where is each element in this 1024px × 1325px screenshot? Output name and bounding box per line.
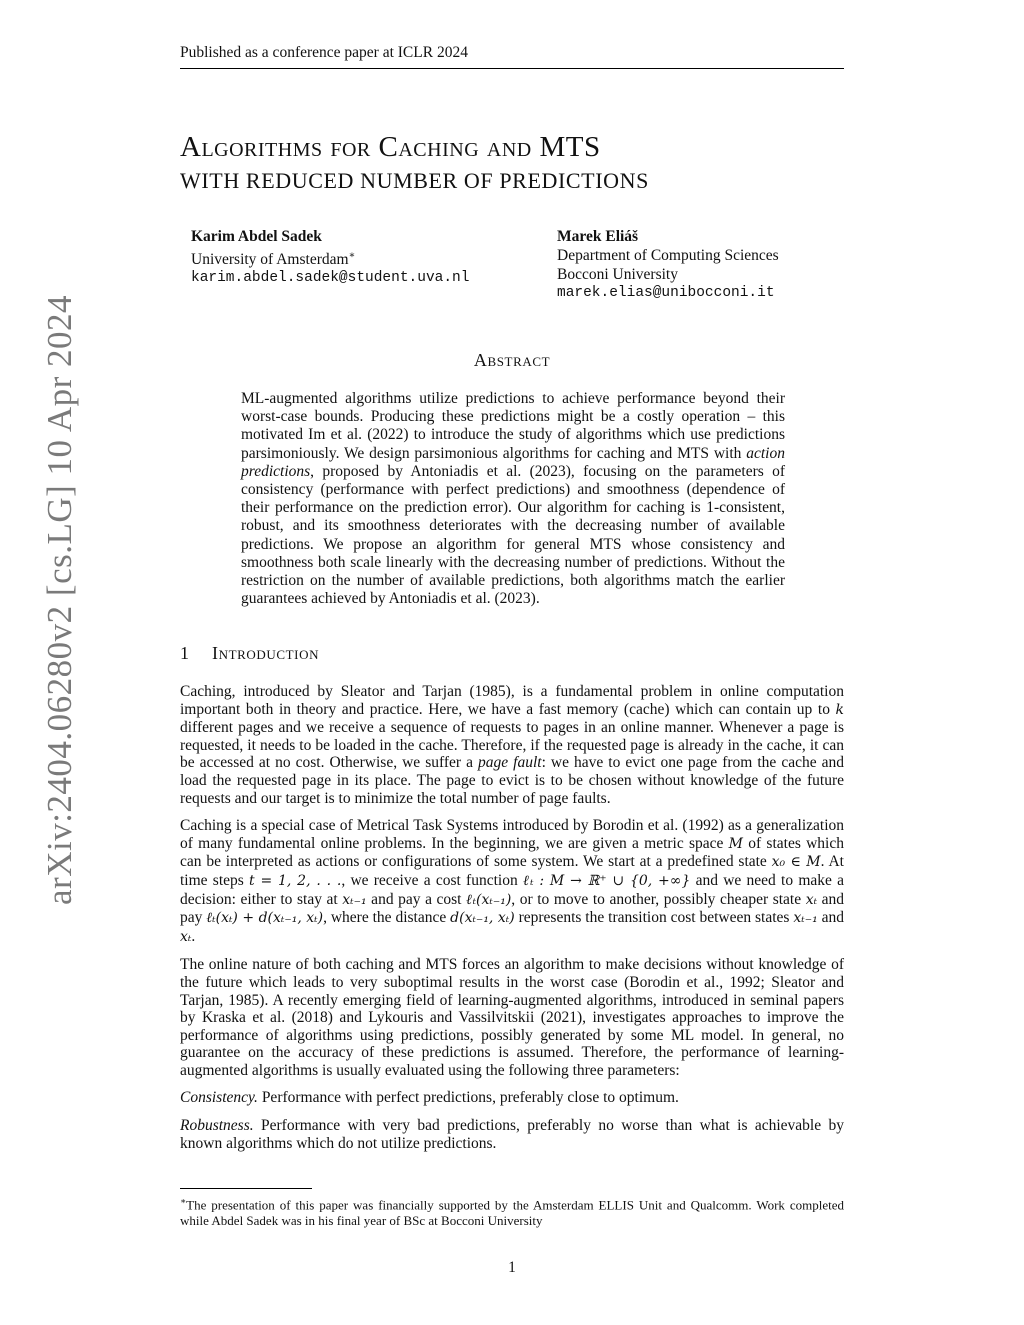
paper-title <box>180 130 880 198</box>
author-affiliation: Department of Computing Sciences <box>557 247 779 264</box>
body-text <box>180 683 844 1162</box>
author-email: marek.elias@unibocconi.it <box>557 285 775 301</box>
title-line-2: WITH REDUCED NUMBER OF PREDICTIONS <box>180 168 649 193</box>
author-block <box>557 227 779 303</box>
section-number: 1 <box>180 643 189 663</box>
running-header: Published as a conference paper at ICLR 2024 <box>180 44 844 69</box>
section-heading <box>180 643 319 664</box>
author-name: Marek Eliáš <box>557 228 639 245</box>
paragraph: Caching is a special case of Metrical Task Systems introduced by Borodin et al. (1992) as a generalization of many fundamental online problems. In the beginning, we are given a metric space M of states which can be interpreted as actions or configurations of some system. We start at a predefined state x₀ ∈ M. At time steps t = 1, 2, . . ., we receive a cost function ℓₜ : M → ℝ⁺ ∪ {0, +∞} and we need to make a decision: either to stay at xₜ₋₁ and pay a cost ℓₜ(xₜ₋₁), or to move to another, possibly cheaper state xₜ and pay ℓₜ(xₜ) + d(xₜ₋₁, xₜ), where the distance d(xₜ₋₁, xₜ) represents the transition cost between states xₜ₋₁ and xₜ. <box>180 817 845 945</box>
author-affiliation: University of Amsterdam∗ <box>191 250 356 269</box>
paragraph: Consistency. Performance with perfect predictions, preferably close to optimum. <box>180 1089 679 1107</box>
abstract-heading: Abstract <box>473 350 551 370</box>
footnote-rule <box>180 1188 312 1189</box>
author-affiliation-2: Bocconi University <box>557 266 678 283</box>
paragraph: Caching, introduced by Sleator and Tarjan (1985), is a fundamental problem in online computation important both in theory and practice. Here, we have a fast memory (cache) which can contain up to k different pages and we receive a sequence of requests to pages in an online manner. Whenever a page is requested, it needs to be loaded in the cache. Therefore, if the requested page is already in the cache, it can be accessed at no cost. Otherwise, we suffer a page fault: we have to evict one page from the cache and load the requested page in its place. The page to evict is to be chosen without knowledge of the future requests and our target is to minimize the total number of page faults. <box>180 683 844 807</box>
arxiv-identifier: arXiv:2404.06280v2 [cs.LG] 10 Apr 2024 <box>40 294 79 905</box>
abstract-text: ML-augmented algorithms utilize predictions to achieve performance beyond their worst-case bounds. Producing these predictions might be a costly operation – this motivated Im et al. (2022) to introduce the study of algorithms which use predictions parsimoniously. We design parsimonious algorithms for caching and MTS with action predictions, proposed by Antoniadis et al. (2023), focusing on the parameters of consistency (performance with perfect predictions) and smoothness (dependence of their performance on the prediction error). Our algorithm for caching is 1-consistent, robust, and its smoothness deteriorates with the decreasing number of available predictions. We propose an algorithm for general MTS whose consistency and smoothness both scale linearly with the decreasing number of predictions. Without the restriction on the number of available predictions, both algorithms match the earlier guarantees achieved by Antoniadis et al. (2023). <box>241 390 785 608</box>
paragraph: The online nature of both caching and MTS forces an algorithm to make decisions without knowledge of the future which leads to very suboptimal results in the worst case (Borodin et al., 1992; Sleator and Tarjan, 1985). A recently emerging field of learning-augmented algorithms, introduced in seminal papers by Kraska et al. (2018) and Lykouris and Vassilvitskii (2021), investigates approaches to improve the performance of algorithms using predictions, possibly generated by some ML model. In general, no guarantee on the accuracy of these predictions is assumed. Therefore, the performance of learning-augmented algorithms is usually evaluated using the following three parameters: <box>180 956 844 1079</box>
footnote: ∗The presentation of this paper was financially supported by the Amsterdam ELLIS Unit and Qualcomm. Work completed while Abdel Sadek was in his final year of BSc at Bocconi University <box>180 1196 844 1229</box>
author-block <box>191 227 469 288</box>
author-name: Karim Abdel Sadek <box>191 228 322 245</box>
section-title: Introduction <box>212 643 320 663</box>
author-email: karim.abdel.sadek@student.uva.nl <box>191 270 470 287</box>
page-number: 1 <box>508 1259 516 1276</box>
paragraph: Robustness. Performance with very bad predictions, preferably no worse than what is achievable by known algorithms which do not utilize predictions. <box>180 1117 844 1152</box>
title-line-1: Algorithms for Caching and MTS <box>180 131 601 163</box>
